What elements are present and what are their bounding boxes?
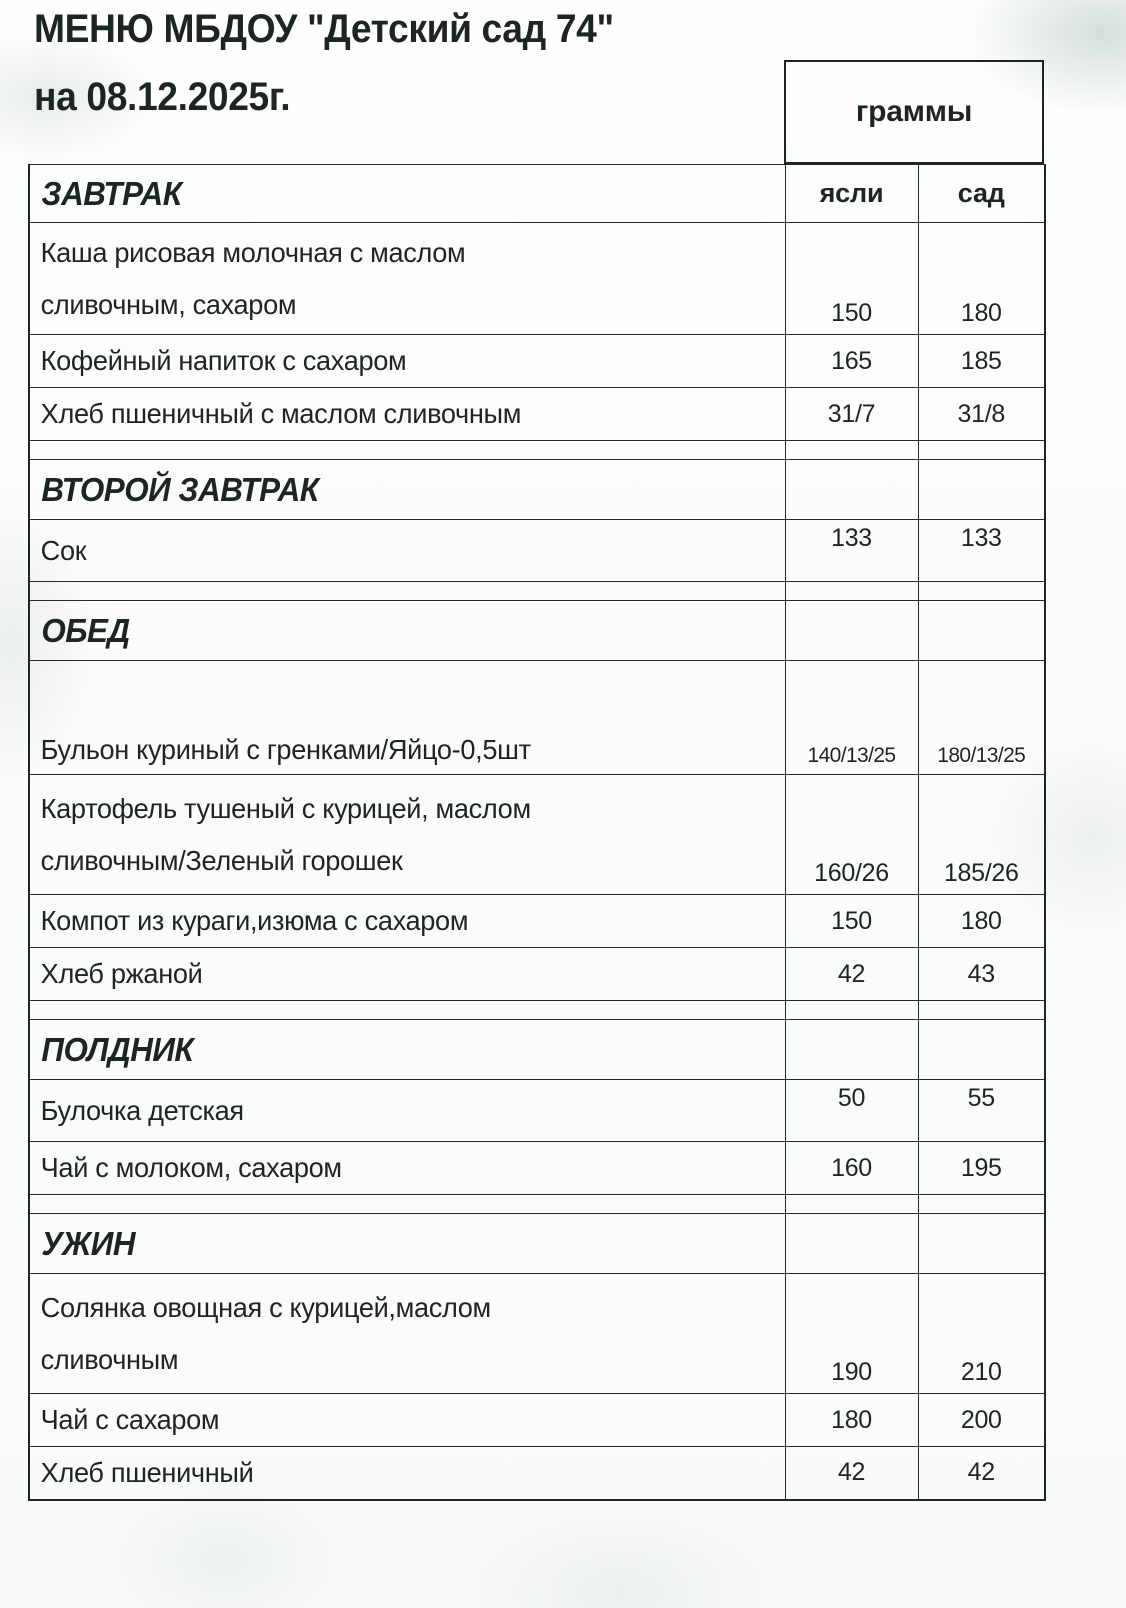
section-title-afternoon-snack: ПОЛДНИК	[41, 1030, 194, 1068]
section-title-lunch: ОБЕД	[41, 611, 130, 649]
amount-sad: 195	[918, 1142, 1045, 1195]
table-row	[29, 1080, 1045, 1142]
dish-name-continued: сливочным, сахаром	[40, 288, 297, 320]
table-row	[29, 223, 1045, 335]
amount-yasli: 50	[785, 1080, 918, 1142]
menu-date: на 08.12.2025г.	[34, 75, 291, 119]
amount-sad: 180	[918, 223, 1045, 335]
table-row	[29, 1142, 1045, 1195]
section-header-second-breakfast	[29, 460, 1045, 520]
table-row	[29, 388, 1045, 441]
page-title: МЕНЮ МБДОУ "Детский сад 74"	[34, 7, 614, 51]
table-row	[29, 520, 1045, 582]
table-row	[29, 661, 1045, 775]
table-row	[29, 335, 1045, 388]
amount-sad: 180	[918, 895, 1045, 948]
amount-yasli: 180	[785, 1394, 918, 1447]
amount-sad: 133	[918, 520, 1045, 582]
amount-sad: 210	[918, 1274, 1045, 1394]
table-row	[29, 1274, 1045, 1394]
section-spacer	[29, 1001, 1045, 1020]
section-title-second-breakfast: ВТОРОЙ ЗАВТРАК	[41, 470, 319, 508]
amount-sad: 43	[918, 948, 1045, 1001]
column-header-sad	[918, 165, 1045, 223]
amount-yasli: 133	[785, 520, 918, 582]
unit-header-label: граммы	[855, 95, 973, 128]
section-spacer	[29, 582, 1045, 601]
unit-header-box	[784, 60, 1044, 164]
dish-name: Каша рисовая молочная с маслом	[40, 236, 466, 268]
dish-name: Хлеб ржаной	[40, 958, 203, 990]
dish-name-continued: сливочным/Зеленый горошек	[40, 844, 403, 876]
section-header-dinner	[29, 1214, 1045, 1274]
section-header-breakfast	[29, 165, 785, 223]
section-header-lunch	[29, 601, 1045, 661]
menu-table	[28, 164, 1046, 1501]
amount-yasli: 165	[785, 335, 918, 388]
dish-name: Кофейный напиток с сахаром	[40, 345, 407, 377]
column-header-sad-label: сад	[957, 178, 1005, 208]
dish-name: Хлеб пшеничный с маслом сливочным	[40, 398, 522, 430]
amount-yasli: 31/7	[785, 388, 918, 441]
amount-yasli: 150	[785, 223, 918, 335]
section-spacer	[29, 441, 1045, 460]
column-header-yasli	[785, 165, 918, 223]
amount-yasli: 150	[785, 895, 918, 948]
dish-name: Сок	[40, 534, 87, 566]
dish-name: Бульон куриный с гренками/Яйцо-0,5шт	[40, 733, 531, 765]
amount-sad: 55	[918, 1080, 1045, 1142]
section-spacer	[29, 1195, 1045, 1214]
section-title-dinner: УЖИН	[41, 1224, 135, 1262]
table-row	[29, 775, 1045, 895]
dish-name: Солянка овощная с курицей,маслом	[40, 1291, 491, 1323]
section-title-breakfast: ЗАВТРАК	[41, 174, 182, 212]
document-header	[34, 8, 794, 118]
dish-name: Чай с сахаром	[40, 1404, 220, 1436]
dish-name: Компот из кураги,изюма с сахаром	[40, 905, 469, 937]
amount-yasli: 42	[785, 1447, 918, 1500]
dish-name: Картофель тушеный с курицей, маслом	[40, 792, 531, 824]
dish-name: Чай с молоком, сахаром	[40, 1152, 342, 1184]
table-row	[29, 1447, 1045, 1500]
amount-sad: 31/8	[918, 388, 1045, 441]
dish-name: Булочка детская	[40, 1094, 244, 1126]
amount-yasli: 42	[785, 948, 918, 1001]
amount-sad: 180/13/25	[918, 661, 1045, 775]
dish-name: Хлеб пшеничный	[40, 1457, 254, 1489]
amount-yasli: 160/26	[785, 775, 918, 895]
amount-yasli: 160	[785, 1142, 918, 1195]
amount-yasli: 140/13/25	[785, 661, 918, 775]
table-row	[29, 1394, 1045, 1447]
amount-sad: 42	[918, 1447, 1045, 1500]
table-subheader-row	[29, 165, 1045, 223]
column-header-yasli-label: ясли	[819, 178, 884, 208]
amount-sad: 200	[918, 1394, 1045, 1447]
amount-sad: 185/26	[918, 775, 1045, 895]
table-row	[29, 895, 1045, 948]
table-row	[29, 948, 1045, 1001]
amount-sad: 185	[918, 335, 1045, 388]
amount-yasli: 190	[785, 1274, 918, 1394]
dish-name-continued: сливочным	[40, 1343, 179, 1375]
section-header-afternoon-snack	[29, 1020, 1045, 1080]
